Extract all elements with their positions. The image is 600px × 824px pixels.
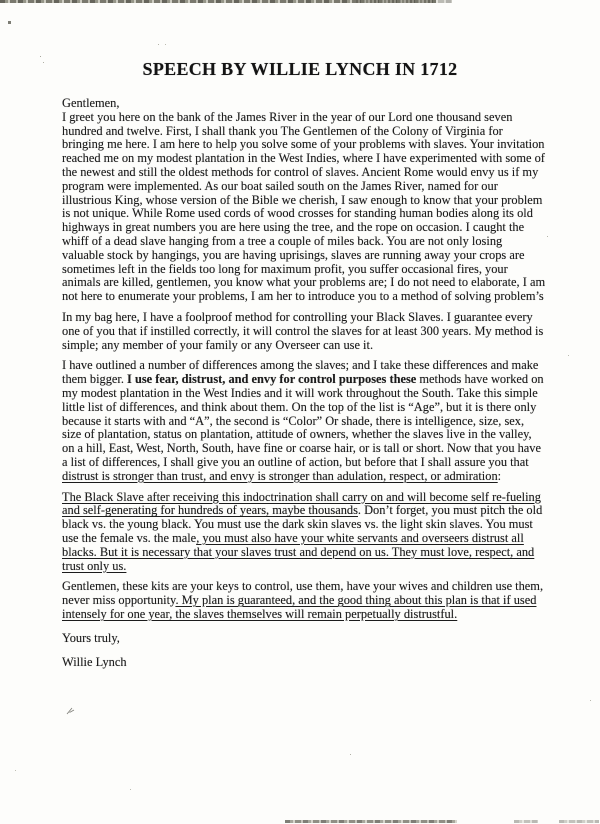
text-run: . Don’t forget, you must pitch the old black vs. the young black. You must use the dark skin slaves vs. the light skin slaves. You must use the female vs. the male xyxy=(62,503,543,545)
paragraph xyxy=(62,580,546,621)
document-title: SPEECH BY WILLIE LYNCH IN 1712 xyxy=(142,59,458,79)
paragraph xyxy=(62,311,546,352)
text-run: . My plan is guaranteed, and the good thing about this plan is that if used intensely for one year, the slaves themselves will remain perpetually distrustful. xyxy=(62,593,537,621)
text-run: Gentlemen, these kits are your keys to control, use them, have your wives and children use them, never miss opportunity xyxy=(62,579,544,608)
document-body xyxy=(62,97,546,622)
text-run: I have outlined a number of differences among the slaves; and I take these differences and make them bigger. xyxy=(62,358,539,387)
paragraph xyxy=(62,491,546,574)
paragraph xyxy=(62,359,546,483)
text-run: : xyxy=(497,468,502,483)
text-run: methods have worked on my modest plantation in the West Indies and it will work throughout the South. Take this simple little list of differences, and think about them. On the top of the list is “Age”, but it is there only because it starts with and “A”, the second is “Color” Or shade, there is intelligence, size, sex, size of plantation, status on plantation, attitude of owners, whether the slaves live in the valley, on a hill, East, West, North, South, have fine or coarse hair, or is tall or short. Now that you have a list of differences, I shall give you an outline of action, but before that I shall assure you that xyxy=(62,372,544,469)
pen-scribble-icon xyxy=(66,707,75,715)
closing-signature: Willie Lynch xyxy=(62,655,127,670)
closing-valediction: Yours truly, xyxy=(62,630,120,645)
ink-mark xyxy=(66,702,75,720)
scan-artifact-bottom-3 xyxy=(559,820,599,823)
text-run: In my bag here, I have a foolproof method for controlling your Black Slaves. I guarantee every one of you that if instilled correctly, it will control the slaves for at least 300 years. My method is simple; any member of your family or any Overseer can use it. xyxy=(62,309,544,352)
text-run: I use fear, distrust, and envy for control purposes these xyxy=(127,372,417,387)
text-run: I greet you here on the bank of the James River in the year of our Lord one thousand seven hundred and twelve. First, I shall thank you The Gentlemen of the Colony of Virginia for bringing me here. I am here to help you solve some of your problems with slaves. Your invitation reached me on my modest plantation in the West Indies, where I have experimented with some of the newest and still the oldest methods for control of slaves. Ancient Rome would envy us if my program were implemented. As our boat sailed south on the James River, named for our illustrious King, whose version of the Bible we cherish, I saw enough to know that your problem is not unique. While Rome used cords of wood crosses for standing human bodies along its old highways in great numbers you are here using the tree, and the rope on occasion. I caught the whiff of a dead slave hanging from a tree a couple of miles back. You are not only losing valuable stock by hangings, you are having uprisings, slaves are running away your crops are sometimes left in the fields too long for maximum profit, you suffer occasional fires, your animals are killed, gentlemen, you know what your problems are; I do not need to elaborate, I am not here to enumerate your problems, I am her to introduce you to a method of solving problem’s xyxy=(62,109,546,304)
paragraph xyxy=(62,97,546,304)
scan-artifact-bottom-2 xyxy=(514,820,538,823)
text-run: , you must also have your white servants and overseers distrust all blacks. But it is necessary that your slaves trust and depend on us. They must love, respect, and trust only us. xyxy=(62,530,535,573)
text-run: distrust is stronger than trust, and envy is stronger than adulation, respect, or admiration xyxy=(62,468,498,483)
scan-artifact-top-tail xyxy=(356,0,452,3)
text-run: Gentlemen, xyxy=(62,96,120,110)
scan-artifact-bottom xyxy=(285,820,457,823)
scan-specks xyxy=(0,0,1,1)
text-run: The Black Slave after receiving this indoctrination shall carry on and will become self re-fueling and self-generating for hundreds of years, maybe thousands xyxy=(62,489,541,518)
